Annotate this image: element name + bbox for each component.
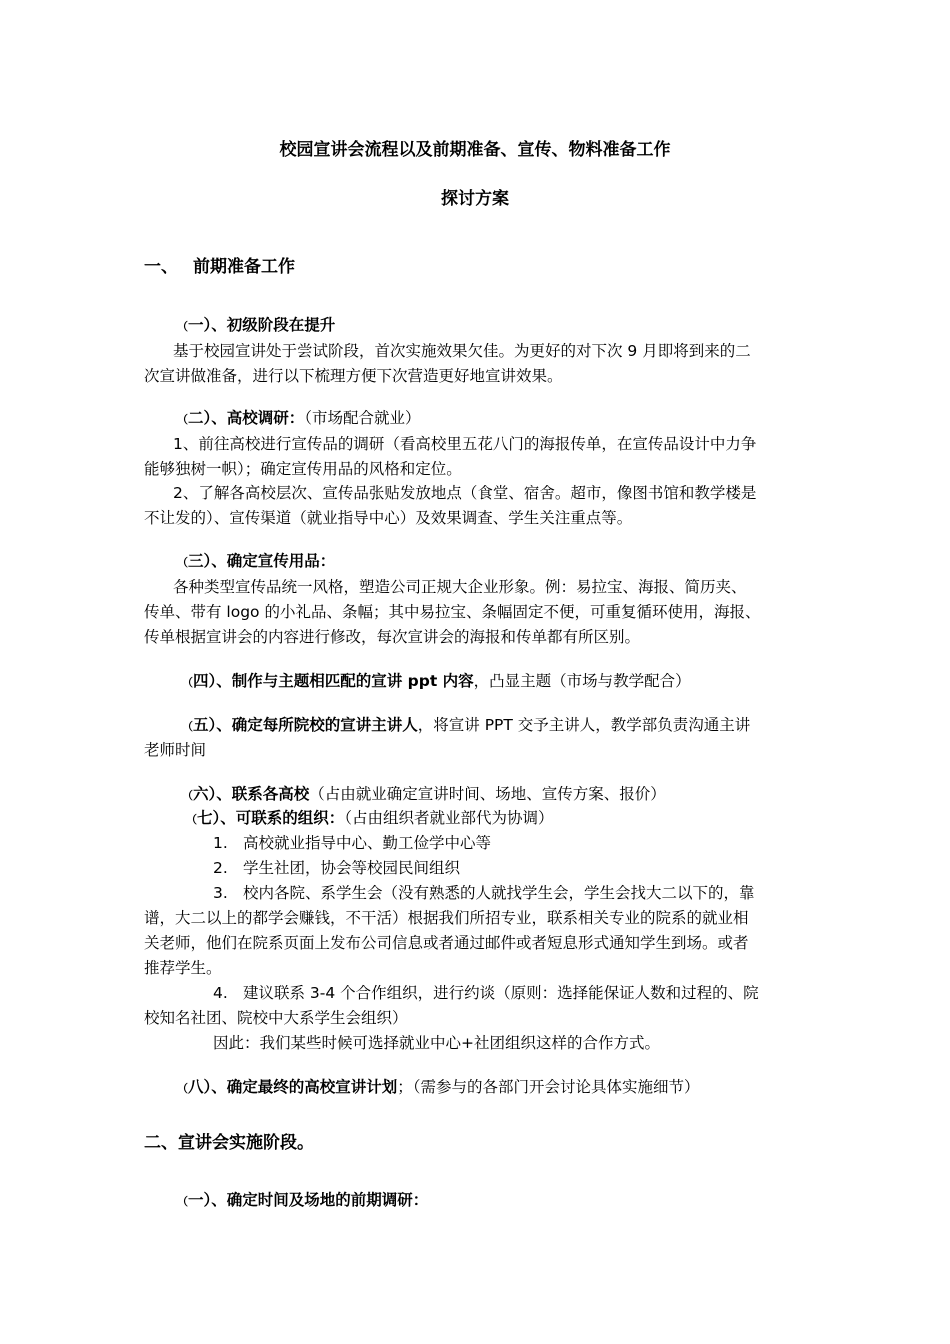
paragraph-line: 各种类型宣传品统一风格，塑造公司正规大企业形象。例：易拉宝、海报、简历夹、 [173,578,747,596]
open-paren: （ [182,676,193,689]
subsection-rest: （占由就业确定宣讲时间、场地、宣传方案、报价） [309,785,666,803]
subsection-1-7-heading [186,808,554,830]
subsection-rest: ，将宣讲 PPT 交予主讲人，教学部负责沟通主讲 [417,716,751,734]
paragraph-line: 1、前往高校进行宣传品的调研（看高校里五花八门的海报传单，在宣传品设计中力争 [173,435,757,453]
subsection-label: 六）、联系各高校 [193,785,310,803]
subsection-1-1-heading [177,315,335,337]
paragraph-line: 老师时间 [144,741,207,759]
document-title: 校园宣讲会流程以及前期准备、宣传、物料准备工作 [279,140,671,160]
open-paren: （ [177,320,188,333]
list-item: 建议联系 3-4 个合作组织，进行约谈（原则：选择能保证人数和过程的、院 [243,984,759,1002]
list-number: 1. [213,834,228,852]
paragraph-line: 次宣讲做准备，进行以下梳理方便下次营造更好地宣讲效果。 [144,367,563,385]
paragraph-line: 传单、带有 logo 的小礼品、条幅；其中易拉宝、条幅固定不便，可重复循环使用，海报、 [144,603,761,621]
list-item-continued: 校知名社团、院校中大系学生会组织） [144,1009,408,1027]
paragraph-line: 传单根据宣讲会的内容进行修改，每次宣讲会的海报和传单都有所区别。 [144,628,641,646]
list-item: 高校就业指导中心、勤工俭学中心等 [243,834,492,852]
subsection-1-3-heading [177,551,335,573]
paragraph-line: 2、了解各高校层次、宣传品张贴发放地点（食堂、宿舍。超市，像图书馆和教学楼是 [173,484,757,502]
list-item-continued: 推荐学生。 [144,959,222,977]
paragraph-line: 能够独树一帜）；确定宣传用品的风格和定位。 [144,460,462,478]
subsection-rest: ，凸显主题（市场与教学配合） [473,672,691,690]
open-paren: （ [177,556,188,569]
paragraph-line: 不让发的）、宣传渠道（就业指导中心）及效果调查、学生关注重点等。 [144,509,633,527]
list-item-continued: 谱，大二以上的都学会赚钱，不干活）根据我们所招专业，联系相关专业的院系的就业相 [144,909,749,927]
subsection-label: 一）、初级阶段在提升 [188,316,336,334]
open-paren: （ [177,1195,188,1208]
subsection-label: 三）、确定宣传用品： [188,552,336,570]
document-subtitle: 探讨方案 [441,189,509,209]
subsection-1-4-heading [182,671,691,693]
open-paren: （ [177,1082,188,1095]
subsection-1-5-heading [182,715,750,737]
open-paren: （ [177,413,188,426]
subsection-label: 五）、确定每所院校的宣讲主讲人 [193,716,418,734]
paragraph-line: 基于校园宣讲处于尝试阶段，首次实施效果欠佳。为更好的对下次 9 月即将到来的二 [173,342,751,360]
subsection-rest: ；（需参与的各部门开会讨论具体实施细节） [397,1078,700,1096]
list-item: 学生社团，协会等校园民间组织 [243,859,461,877]
list-number: 2. [213,859,228,877]
section-1-number: 一、 [144,257,178,277]
list-item: 校内各院、系学生会（没有熟悉的人就找学生会，学生会找大二以下的，靠 [243,884,755,902]
subsection-label: 一）、确定时间及场地的前期调研： [188,1191,429,1209]
subsection-1-6-heading [182,784,666,806]
subsection-label: 七）、可联系的组织： [197,809,345,827]
subsection-label: 四）、制作与主题相匹配的宣讲 ppt 内容 [193,672,474,690]
open-paren: （ [186,813,197,826]
list-item-continued: 关老师，他们在院系页面上发布公司信息或者通过邮件或者短息形式通知学生到场。或者 [144,934,749,952]
open-paren: （ [182,789,193,802]
subsection-label: 二）、高校调研： [188,409,305,427]
list-number: 4. [213,984,228,1002]
subsection-label: 八）、确定最终的高校宣讲计划 [188,1078,398,1096]
section-1-heading: 前期准备工作 [193,257,295,277]
list-number: 3. [213,884,228,902]
conclusion-line: 因此：我们某些时候可选择就业中心+社团组织这样的合作方式。 [213,1034,660,1052]
subsection-1-2-heading [177,408,421,430]
subsection-2-1-heading [177,1190,428,1212]
subsection-note: （占由组织者就业部代为协调） [344,809,554,827]
subsection-1-8-heading [177,1077,700,1099]
open-paren: （ [182,720,193,733]
section-2-heading: 二、宣讲会实施阶段。 [144,1133,314,1153]
subsection-note: （市场配合就业） [304,409,421,427]
